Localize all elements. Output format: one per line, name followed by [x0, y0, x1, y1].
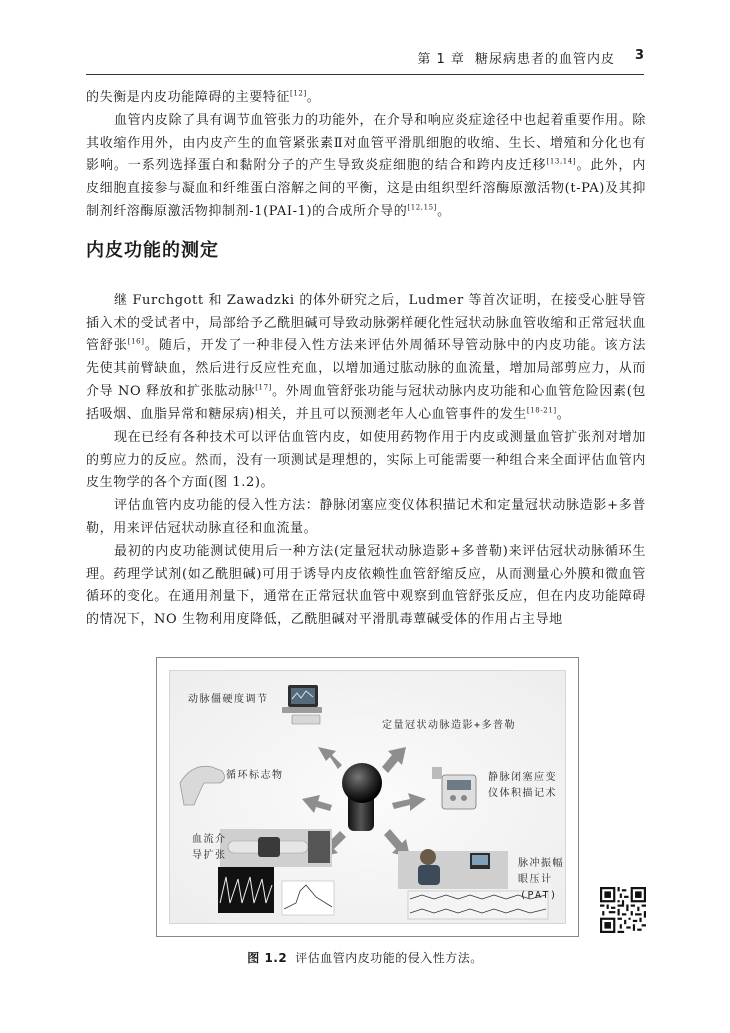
citation: [16] [127, 338, 145, 347]
vessel-icon [342, 763, 382, 831]
label-pat-3: (PAT) [520, 890, 558, 901]
paragraph-4: 现在已经有各种技术可以评估血管内皮，如使用药物作用于内皮或测量血管扩张剂对增加的剪应力的反应。然而，没有一项测试是理想的，实际上可能需要一种组合来全面评估血管内皮生物学的各个方面(图 1.2)。 [86, 430, 646, 491]
caption-text: 评估血管内皮功能的侵入性方法。 [295, 951, 483, 965]
laptop-icon [282, 685, 322, 724]
paragraph-6: 最初的内皮功能测试使用后一种方法(定量冠状动脉造影+多普勒)来评估冠状动脉循环生理。药理学试剂(如乙酰胆碱)可用于诱导内皮依赖性血管舒缩反应，从而测量心外膜和微血管循环的变化。在通用剂量下，通常在正常冠状血管中观察到血管舒张反应，但在内皮功能障碍的情况下，NO 生物利用度降低，乙酰胆碱对平滑肌毒蕈碱受体的作用占主导地 [86, 544, 646, 628]
paragraph-5: 评估血管内皮功能的侵入性方法：静脉闭塞应变仪体积描记术和定量冠状动脉造影+多普勒，用来评估冠状动脉直径和血流量。 [86, 498, 646, 536]
running-head [86, 48, 644, 75]
figure-panel [169, 670, 566, 924]
section-heading: 内皮功能的测定 [86, 240, 219, 261]
paragraph-2 [86, 110, 646, 224]
arrow-up-right-icon [382, 747, 406, 773]
pat-photo-icon [398, 849, 508, 889]
chapter-title: 糖尿病患者的血管内皮 [474, 52, 615, 67]
paragraph-3 [86, 290, 646, 426]
paragraph-text: 。 [556, 406, 571, 422]
arrow-left-icon [302, 795, 332, 813]
citation: [12] [290, 89, 307, 98]
paragraph-text: 。 [437, 203, 451, 219]
paragraph-text: 的失衡是内皮功能障碍的主要特征 [86, 90, 291, 105]
paragraph-1 [86, 87, 646, 110]
arrow-right-icon [392, 793, 426, 811]
citation: [18-21] [526, 406, 557, 415]
citation: [17] [255, 383, 272, 392]
paragraph-text: 血管内皮除了具有调节血管张力的功能外，在介导和响应炎症途径中也起着重要作用。除其收缩作用外，由内皮产生的血管紧张素Ⅱ对血管平滑肌细胞的收缩、生长、增殖和分化也有影响。一系列选择蛋白和黏附分子的产生导致炎症细胞的结合和跨内皮迁移 [86, 113, 646, 174]
paragraph-text: 。外周血管舒张功能与冠状动脉内皮功能和心血管危险因素(包括吸烟、血脂异常和糖尿病)相关，并且可以预测老年人心血管事件的发生 [86, 383, 647, 422]
label-circulating-markers: 循环标志物 [226, 770, 284, 781]
label-fmd-1: 血流介 [192, 834, 227, 845]
ultrasound-trace-icon [218, 867, 334, 915]
caption-number: 图 1.2 [247, 951, 288, 965]
citation: [12,15] [407, 203, 438, 212]
citation: [13,14] [546, 158, 577, 167]
fmd-photo-icon [220, 829, 332, 867]
label-fmd-2: 导扩张 [192, 850, 227, 861]
arm-icon [180, 766, 225, 805]
label-pat-1: 脉冲振幅 [518, 858, 564, 869]
label-arterial-stiffness: 动脉僵硬度调节 [188, 694, 269, 705]
qr-code-icon[interactable] [600, 887, 646, 933]
figure-caption [0, 949, 730, 966]
label-qca-doppler: 定量冠状动脉造影+多普勒 [382, 720, 517, 731]
chapter-label: 第 1 章 [417, 52, 465, 67]
plethysmograph-icon [432, 767, 476, 809]
arrow-up-left-icon [318, 747, 342, 769]
paragraph-text: 。 [306, 90, 321, 105]
paragraph-text: 继 Furchgott 和 Zawadzki 的体外研究之后，Ludmer 等首次证明，在接受心脏导管插入术的受试者中，局部给予乙酰胆碱可导致动脉粥样硬化性冠状动脉血管收缩和正常冠状血管舒张 [86, 293, 646, 354]
paragraph-text: 。随后，开发了一种非侵入性方法来评估外周循环导管动脉中的内皮功能。该方法先使其前臂缺血，然后进行反应性充血，以增加通过肱动脉的血流量，增加局部剪应力，从而介导 NO 释放和扩张肱动脉 [86, 338, 646, 399]
paragraph-text: 。此外，内皮细胞直接参与凝血和纤维蛋白溶解之间的平衡，这是由组织型纤溶酶原激活物(t-PA)及其抑制剂纤溶酶原激活物抑制剂-1(PAI-1)的合成所介导的 [86, 158, 646, 219]
label-venous-plethysmography-1: 静脉闭塞应变 [488, 772, 557, 783]
label-venous-plethysmography-2: 仪体积描记术 [488, 788, 557, 799]
page-number: 3 [634, 48, 644, 63]
label-pat-2: 眼压计 [518, 874, 553, 885]
figure-1-2 [156, 657, 579, 937]
